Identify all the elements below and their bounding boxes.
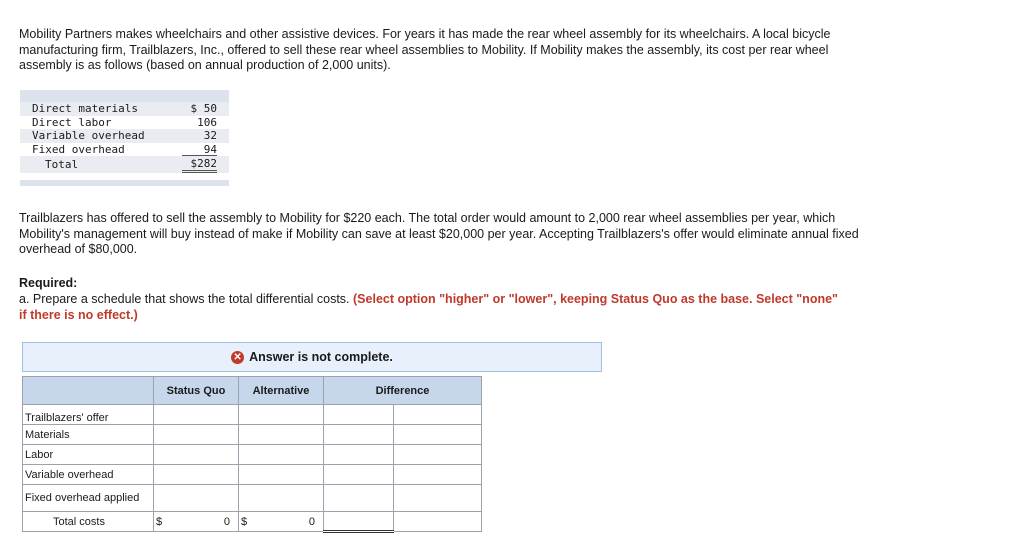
alternative-input[interactable] xyxy=(239,425,324,445)
difference-amount-input[interactable] xyxy=(324,485,394,512)
cost-total-row xyxy=(20,156,229,173)
cost-row-label: Direct labor xyxy=(32,115,112,129)
status-quo-input[interactable] xyxy=(154,405,239,425)
cost-row-value: 32 xyxy=(203,129,217,142)
difference-direction-select[interactable] xyxy=(394,485,482,512)
cost-row-label: Fixed overhead xyxy=(32,142,125,156)
required-text xyxy=(19,292,839,323)
status-quo-input[interactable] xyxy=(154,425,239,445)
status-quo-input[interactable] xyxy=(154,445,239,465)
total-label: Total costs xyxy=(23,512,154,532)
offer-paragraph: Trailblazers has offered to sell the assembly to Mobility for $220 each. The total order would amount to 2,000 rear wheel assemblies per year, which Mobility's management will buy instead of make if Mobility can save at least $20,000 per year. Accepting Trailblazers's offer would eliminate annual fixed overhead of $80,000. xyxy=(19,211,859,256)
table-row xyxy=(23,485,482,512)
error-x-icon: ✕ xyxy=(231,351,244,364)
total-status-quo-symbol: $ xyxy=(156,515,163,528)
difference-amount-input[interactable] xyxy=(324,405,394,425)
table-row xyxy=(23,445,482,465)
cost-row xyxy=(20,129,229,143)
total-alternative xyxy=(239,512,324,532)
total-alternative-symbol: $ xyxy=(241,515,248,528)
banner-text: Answer is not complete. xyxy=(249,350,393,364)
required-label: Required: xyxy=(19,276,78,290)
difference-amount-input[interactable] xyxy=(324,465,394,485)
table-row xyxy=(23,465,482,485)
table-row xyxy=(23,425,482,445)
header-difference: Difference xyxy=(324,377,482,405)
alternative-input[interactable] xyxy=(239,485,324,512)
row-label: Fixed overhead applied xyxy=(23,485,154,512)
intro-paragraph: Mobility Partners makes wheelchairs and other assistive devices. For years it has made the rear wheel assembly for its wheelchairs. A local bicycle manufacturing firm, Trailblazers, Inc., offered to sell these rear wheel assemblies to Mobility. If Mobility makes the assembly, its cost per rear wheel assembly is as follows (based on annual production of 2,000 units). xyxy=(19,27,831,72)
total-alternative-value: 0 xyxy=(308,515,315,528)
total-difference-amount-input[interactable] xyxy=(324,512,394,532)
cost-row-value: 94 xyxy=(182,143,217,157)
cost-total-label: Total xyxy=(45,158,79,171)
status-banner xyxy=(22,342,602,372)
cost-table xyxy=(20,90,229,186)
cost-row-label: Direct materials xyxy=(32,102,138,115)
required-a: a. Prepare a schedule that shows the total differential costs. xyxy=(19,292,350,306)
difference-direction-select[interactable] xyxy=(394,425,482,445)
row-label: Labor xyxy=(23,445,154,465)
alternative-input[interactable] xyxy=(239,405,324,425)
status-quo-input[interactable] xyxy=(154,465,239,485)
cost-row-label: Variable overhead xyxy=(32,129,145,142)
required-note: (Select option "higher" or "lower", keeping Status Quo as the base. Select "none" if there is no effect.) xyxy=(19,292,838,322)
total-status-quo xyxy=(154,512,239,532)
difference-direction-select[interactable] xyxy=(394,405,482,425)
total-row xyxy=(23,512,482,532)
header-alternative: Alternative xyxy=(239,377,324,405)
cost-table-bottom-bar xyxy=(20,180,229,186)
header-row xyxy=(23,377,482,405)
row-label: Trailblazers' offer xyxy=(23,405,154,425)
row-label: Materials xyxy=(23,425,154,445)
cost-row xyxy=(20,116,229,130)
header-status-quo: Status Quo xyxy=(154,377,239,405)
cost-row-value: $ 50 xyxy=(190,102,217,115)
alternative-input[interactable] xyxy=(239,445,324,465)
total-status-quo-value: 0 xyxy=(223,515,230,528)
alternative-input[interactable] xyxy=(239,465,324,485)
answer-table xyxy=(22,376,482,533)
status-quo-input[interactable] xyxy=(154,485,239,512)
header-blank xyxy=(23,377,154,405)
row-label: Variable overhead xyxy=(23,465,154,485)
cost-row xyxy=(20,143,229,157)
difference-amount-input[interactable] xyxy=(324,425,394,445)
cost-total-value: $282 xyxy=(182,156,217,173)
difference-direction-select[interactable] xyxy=(394,445,482,465)
cost-row-value: 106 xyxy=(197,115,217,129)
table-row xyxy=(23,405,482,425)
difference-direction-select[interactable] xyxy=(394,465,482,485)
total-difference-direction-select[interactable] xyxy=(394,512,482,532)
cost-row xyxy=(20,102,229,116)
difference-amount-input[interactable] xyxy=(324,445,394,465)
cost-table-top-bar xyxy=(20,90,229,102)
